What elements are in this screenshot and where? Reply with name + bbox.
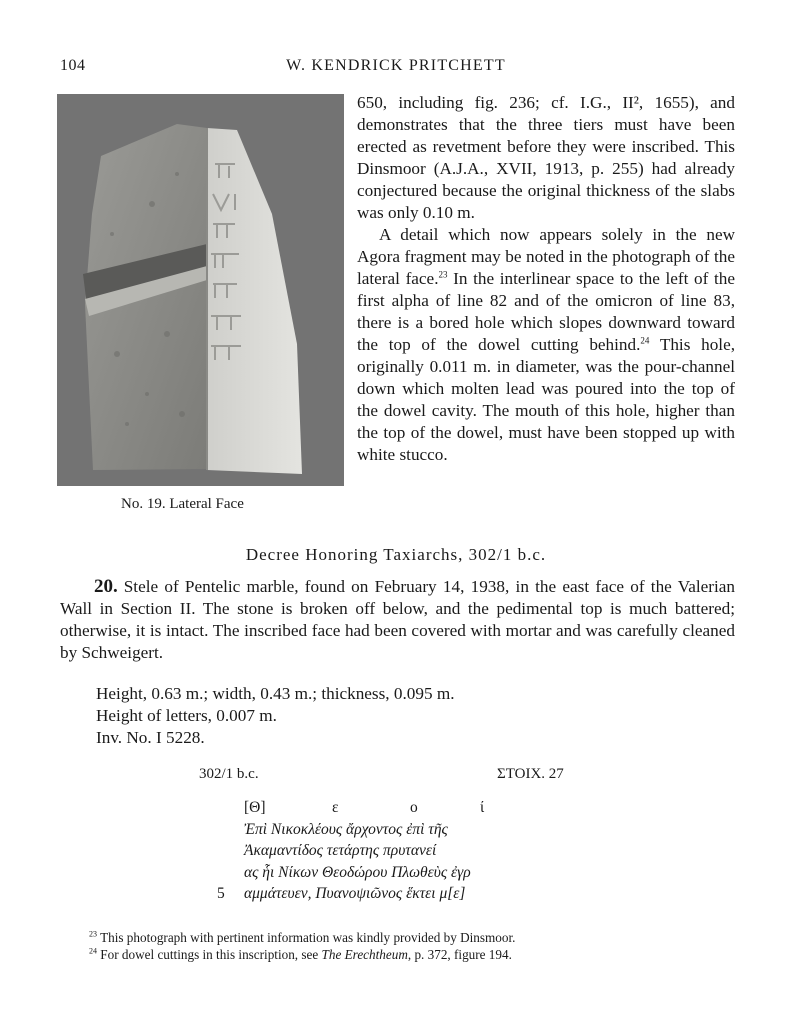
inscription-date: 302/1 b.c. [199,766,259,782]
footnote-mark: 24 [89,946,97,956]
letter-height-line: Height of letters, 0.007 m. [96,706,277,725]
footnote-text: , p. 372, figure 194. [407,947,512,962]
figure-caption: No. 19. Lateral Face [121,496,244,512]
inscription-text: Ἀκαμαντίδος τετάρτης πρυτανεί [244,842,437,859]
paragraph-dowel-hole [357,224,735,466]
footnote-text: For dowel cuttings in this inscription, see [100,947,322,962]
inscription-glyph: ί [480,799,485,816]
stone-photograph [57,94,344,486]
line-number: 5 [217,885,225,902]
footnotes [89,929,515,963]
item-description [60,576,735,664]
inscription-glyph: ε [332,799,339,816]
footnote-24 [89,946,515,963]
inscription-text: ας ἧι Νίκων Θεοδώρου Πλωθεὺς ἐγρ [244,863,471,881]
stoichedon-label: ΣΤΟΙΧ. 27 [497,766,564,782]
right-column-text [357,92,735,466]
running-head: W. KENDRICK PRITCHETT [286,57,506,74]
dimensions-line: Height, 0.63 m.; width, 0.43 m.; thickness, 0.095 m. [96,684,455,703]
text-segment: This hole, originally 0.011 m. in diameter, was the pour-channel down which molten lead was poured into the top of the dowel cavity. The mouth of this hole, higher than the top of the dowel, must have been stopped up with white stucco. [357,335,735,464]
footnote-mark: 23 [89,929,97,939]
inscription-text: αμμάτευεν, Πυανοψιῶνος ἕκτει μ[ε] [244,885,466,902]
footnote-ref-23: 23 [438,269,448,280]
section-title: Decree Honoring Taxiarchs, 302/1 b.c. [245,545,547,564]
inventory-line: Inv. No. I 5228. [96,728,205,747]
stone-fragment-image [57,94,344,486]
inscription-glyph: ο [410,799,418,816]
description-text: Stele of Pentelic marble, found on February 14, 1938, in the east face of the Valerian Wall in Section II. The stone is broken off below, and the pedimental top is much battered; otherwise, it is intact. The inscribed face had been covered with mortar and was carefully cleaned by Schweigert. [60,577,735,662]
text-segment: A detail which now appears solely in the new Agora fragment may be noted in the photograph of the lateral face. [357,225,735,288]
text-segment: In the interlinear space to the left of the first alpha of line 82 and of the omicron of line 83, there is a bored hole which slopes downward toward the top of the dowel cutting behind. [357,269,735,354]
footnote-text: This photograph with pertinent information was kindly provided by Dinsmoor. [100,930,516,945]
page-number: 104 [60,57,86,74]
footnote-23 [89,929,515,946]
footnote-book-title: The Erechtheum [321,947,408,962]
dimensions-block [96,683,455,749]
item-number: 20. [94,576,118,597]
paragraph-continuation: 650, including fig. 236; cf. I.G., II², 1655), and demonstrates that the three tiers must have been erected as revetment before they were inscribed. This Dinsmoor (A.J.A., XVII, 1913, p. 255) had already conjectured because the original thickness of the slabs was only 0.10 m. [357,93,735,222]
inscription-glyph: [Θ] [244,799,266,816]
footnote-ref-24: 24 [640,335,650,346]
inscription-text: Ἐπὶ Νικοκλέους ἄρχοντος ἐπὶ τῆς [244,820,448,838]
